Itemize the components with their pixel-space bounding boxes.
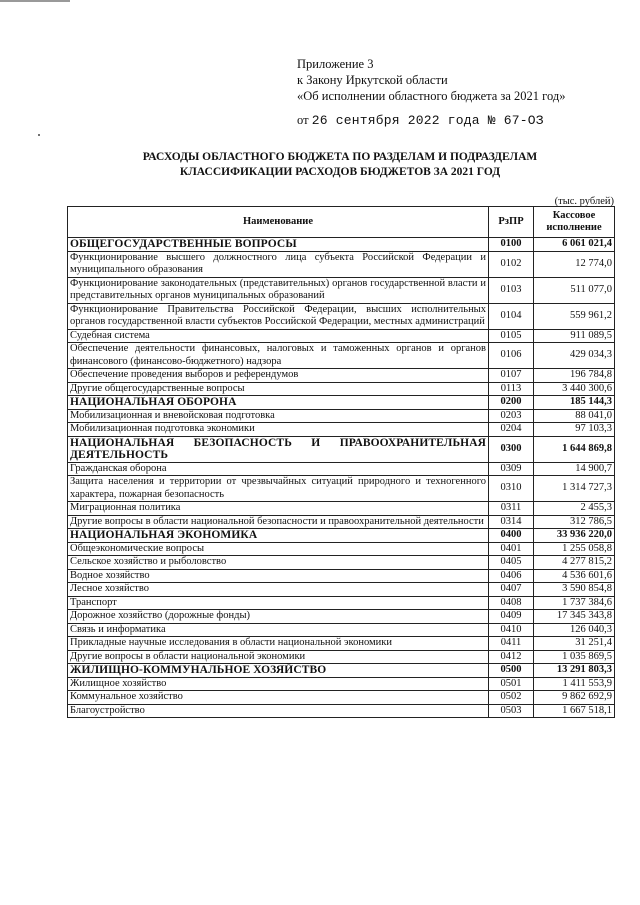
section-row bbox=[68, 529, 615, 543]
row-name: Другие общегосударственные вопросы bbox=[68, 382, 489, 396]
title-line-1: РАСХОДЫ ОБЛАСТНОГО БЮДЖЕТА ПО РАЗДЕЛАМ И ПОДРАЗДЕЛАМ bbox=[142, 151, 538, 163]
table-row bbox=[68, 369, 615, 383]
table-row bbox=[68, 596, 615, 610]
row-name: Прикладные научные исследования в области национальной экономики bbox=[68, 637, 489, 651]
units-note: (тыс. рублей) bbox=[554, 196, 614, 207]
table-row bbox=[68, 329, 615, 343]
row-code: 0503 bbox=[489, 704, 534, 718]
table-row bbox=[68, 251, 615, 277]
table-row bbox=[68, 650, 615, 664]
law-reference: к Закону Иркутской области bbox=[297, 73, 448, 87]
document-title bbox=[60, 150, 620, 180]
table-row bbox=[68, 462, 615, 476]
row-amount: 88 041,0 bbox=[534, 409, 615, 423]
row-name: НАЦИОНАЛЬНАЯ ЭКОНОМИКА bbox=[68, 529, 489, 543]
section-row bbox=[68, 436, 615, 462]
row-code: 0500 bbox=[489, 664, 534, 678]
row-name: Гражданская оборона bbox=[68, 462, 489, 476]
row-amount: 126 040,3 bbox=[534, 623, 615, 637]
row-name: Дорожное хозяйство (дорожные фонды) bbox=[68, 610, 489, 624]
row-code: 0100 bbox=[489, 238, 534, 252]
row-code: 0200 bbox=[489, 396, 534, 410]
row-code: 0104 bbox=[489, 303, 534, 329]
row-code: 0406 bbox=[489, 569, 534, 583]
row-amount: 1 737 384,6 bbox=[534, 596, 615, 610]
row-amount: 429 034,3 bbox=[534, 343, 615, 369]
row-amount: 9 862 692,9 bbox=[534, 691, 615, 705]
row-amount: 13 291 803,3 bbox=[534, 664, 615, 678]
section-row bbox=[68, 238, 615, 252]
table-row bbox=[68, 277, 615, 303]
row-name: Мобилизационная подготовка экономики bbox=[68, 423, 489, 437]
row-amount: 33 936 220,0 bbox=[534, 529, 615, 543]
row-code: 0401 bbox=[489, 542, 534, 556]
table-row bbox=[68, 637, 615, 651]
table-row bbox=[68, 623, 615, 637]
row-name: Жилищное хозяйство bbox=[68, 677, 489, 691]
table-row bbox=[68, 409, 615, 423]
row-amount: 1 644 869,8 bbox=[534, 436, 615, 462]
row-name: Транспорт bbox=[68, 596, 489, 610]
row-code: 0203 bbox=[489, 409, 534, 423]
row-amount: 31 251,4 bbox=[534, 637, 615, 651]
row-code: 0309 bbox=[489, 462, 534, 476]
table-row bbox=[68, 382, 615, 396]
law-date: 26 сентября 2022 года № 67-ОЗ bbox=[311, 113, 544, 128]
row-amount: 1 314 727,3 bbox=[534, 476, 615, 502]
row-amount: 1 255 058,8 bbox=[534, 542, 615, 556]
law-date-line bbox=[297, 112, 565, 129]
row-amount: 1 035 869,5 bbox=[534, 650, 615, 664]
row-name: Благоустройство bbox=[68, 704, 489, 718]
table-row bbox=[68, 583, 615, 597]
date-prefix: от bbox=[297, 113, 309, 127]
section-row bbox=[68, 664, 615, 678]
row-code: 0105 bbox=[489, 329, 534, 343]
header-code: РзПР bbox=[489, 207, 534, 238]
row-name: Коммунальное хозяйство bbox=[68, 691, 489, 705]
table-row bbox=[68, 691, 615, 705]
table-row bbox=[68, 677, 615, 691]
table-header-row bbox=[68, 207, 615, 238]
row-name: ЖИЛИЩНО-КОММУНАЛЬНОЕ ХОЗЯЙСТВО bbox=[68, 664, 489, 678]
table-body bbox=[68, 238, 615, 718]
row-amount: 12 774,0 bbox=[534, 251, 615, 277]
row-code: 0405 bbox=[489, 556, 534, 570]
row-name: Защита населения и территории от чрезвычайных ситуаций природного и техногенного характера, пожарная безопасность bbox=[68, 476, 489, 502]
row-name: Функционирование законодательных (представительных) органов государственной власти и представительных органов муниципальных образований bbox=[68, 277, 489, 303]
expenditure-table bbox=[67, 206, 615, 718]
row-code: 0107 bbox=[489, 369, 534, 383]
scan-edge-mark bbox=[0, 0, 70, 2]
law-title: «Об исполнении областного бюджета за 2021 год» bbox=[297, 89, 566, 103]
table-row bbox=[68, 569, 615, 583]
row-code: 0314 bbox=[489, 515, 534, 529]
header-amount: Кассовое исполнение bbox=[534, 207, 615, 238]
row-amount: 14 900,7 bbox=[534, 462, 615, 476]
table-row bbox=[68, 610, 615, 624]
row-name: НАЦИОНАЛЬНАЯ БЕЗОПАСНОСТЬ И ПРАВООХРАНИТЕЛЬНАЯ ДЕЯТЕЛЬНОСТЬ bbox=[68, 436, 489, 462]
row-code: 0310 bbox=[489, 476, 534, 502]
row-code: 0501 bbox=[489, 677, 534, 691]
row-code: 0410 bbox=[489, 623, 534, 637]
row-code: 0502 bbox=[489, 691, 534, 705]
scan-speck bbox=[38, 134, 40, 136]
row-code: 0106 bbox=[489, 343, 534, 369]
row-code: 0311 bbox=[489, 502, 534, 516]
row-code: 0408 bbox=[489, 596, 534, 610]
row-amount: 1 411 553,9 bbox=[534, 677, 615, 691]
table-row bbox=[68, 542, 615, 556]
table-row bbox=[68, 704, 615, 718]
row-name: Сельское хозяйство и рыболовство bbox=[68, 556, 489, 570]
row-amount: 4 277 815,2 bbox=[534, 556, 615, 570]
row-code: 0300 bbox=[489, 436, 534, 462]
row-amount: 185 144,3 bbox=[534, 396, 615, 410]
table-row bbox=[68, 423, 615, 437]
row-name: Мобилизационная и вневойсковая подготовка bbox=[68, 409, 489, 423]
row-amount: 1 667 518,1 bbox=[534, 704, 615, 718]
row-name: ОБЩЕГОСУДАРСТВЕННЫЕ ВОПРОСЫ bbox=[68, 238, 489, 252]
row-amount: 911 089,5 bbox=[534, 329, 615, 343]
row-code: 0102 bbox=[489, 251, 534, 277]
row-name: Обеспечение проведения выборов и референдумов bbox=[68, 369, 489, 383]
row-name: Обеспечение деятельности финансовых, налоговых и таможенных органов и органов финансового (финансово-бюджетного) надзора bbox=[68, 343, 489, 369]
table-row bbox=[68, 515, 615, 529]
table-row bbox=[68, 502, 615, 516]
row-amount: 559 961,2 bbox=[534, 303, 615, 329]
row-code: 0412 bbox=[489, 650, 534, 664]
appendix-number: Приложение 3 bbox=[297, 57, 374, 71]
table-row bbox=[68, 476, 615, 502]
row-code: 0204 bbox=[489, 423, 534, 437]
row-name: Функционирование Правительства Российской Федерации, высших исполнительных органов государственной власти субъектов Российской Федерации, местных администраций bbox=[68, 303, 489, 329]
row-code: 0411 bbox=[489, 637, 534, 651]
row-code: 0409 bbox=[489, 610, 534, 624]
row-name: НАЦИОНАЛЬНАЯ ОБОРОНА bbox=[68, 396, 489, 410]
row-name: Судебная система bbox=[68, 329, 489, 343]
row-code: 0400 bbox=[489, 529, 534, 543]
table-row bbox=[68, 343, 615, 369]
row-amount: 3 590 854,8 bbox=[534, 583, 615, 597]
row-name: Общеэкономические вопросы bbox=[68, 542, 489, 556]
row-amount: 6 061 021,4 bbox=[534, 238, 615, 252]
row-amount: 196 784,8 bbox=[534, 369, 615, 383]
row-code: 0113 bbox=[489, 382, 534, 396]
title-line-2: КЛАССИФИКАЦИИ РАСХОДОВ БЮДЖЕТОВ ЗА 2021 ГОД bbox=[179, 166, 501, 178]
row-name: Другие вопросы в области национальной экономики bbox=[68, 650, 489, 664]
row-name: Лесное хозяйство bbox=[68, 583, 489, 597]
row-amount: 3 440 300,6 bbox=[534, 382, 615, 396]
row-code: 0103 bbox=[489, 277, 534, 303]
row-code: 0407 bbox=[489, 583, 534, 597]
appendix-header bbox=[297, 56, 565, 129]
row-name: Функционирование высшего должностного лица субъекта Российской Федерации и муниципального образования bbox=[68, 251, 489, 277]
row-amount: 511 077,0 bbox=[534, 277, 615, 303]
table-row bbox=[68, 556, 615, 570]
row-name: Другие вопросы в области национальной безопасности и правоохранительной деятельности bbox=[68, 515, 489, 529]
section-row bbox=[68, 396, 615, 410]
row-amount: 97 103,3 bbox=[534, 423, 615, 437]
row-name: Водное хозяйство bbox=[68, 569, 489, 583]
header-name: Наименование bbox=[68, 207, 489, 238]
row-name: Миграционная политика bbox=[68, 502, 489, 516]
row-amount: 312 786,5 bbox=[534, 515, 615, 529]
row-amount: 2 455,3 bbox=[534, 502, 615, 516]
table-row bbox=[68, 303, 615, 329]
row-amount: 4 536 601,6 bbox=[534, 569, 615, 583]
row-name: Связь и информатика bbox=[68, 623, 489, 637]
row-amount: 17 345 343,8 bbox=[534, 610, 615, 624]
